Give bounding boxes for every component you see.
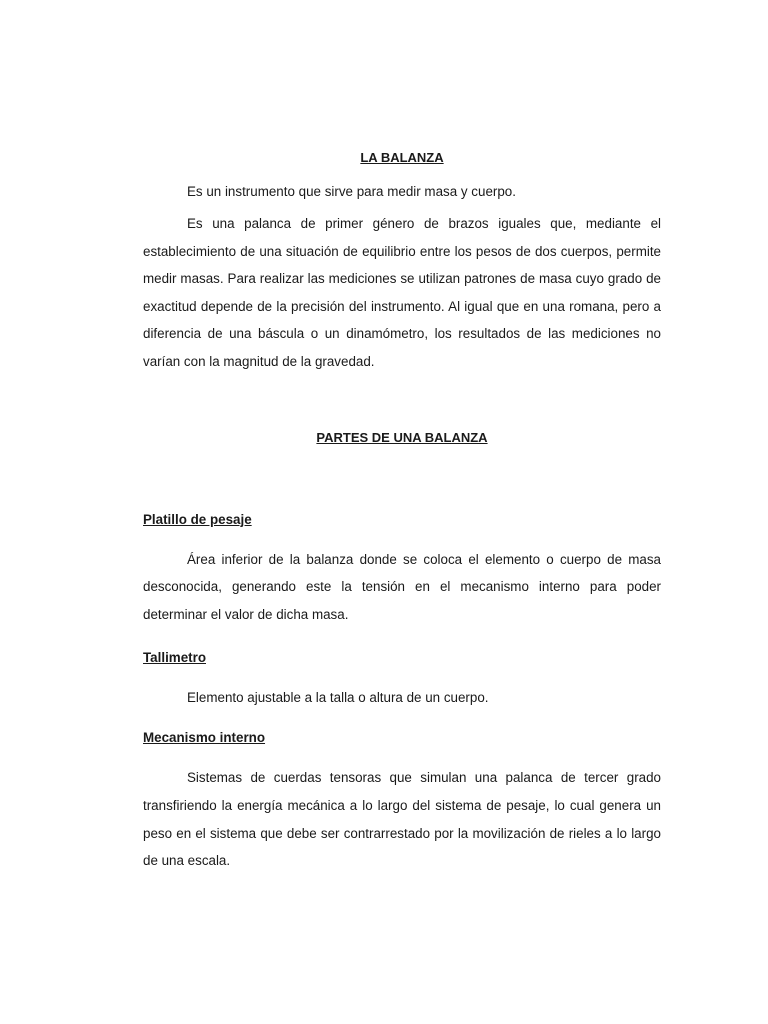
part-heading-tallimetro: Tallimetro <box>143 650 206 666</box>
part-text-platillo: Área inferior de la balanza donde se coloca el elemento o cuerpo de masa desconocida, generando este la tensión en el mecanismo interno para poder determinar el valor de dicha masa. <box>143 551 661 622</box>
part-text-mecanismo: Sistemas de cuerdas tensoras que simulan una palanca de tercer grado transfiriendo la energía mecánica a lo largo del sistema de pesaje, lo cual genera un peso en el sistema que debe ser contrarrestado por la movilización de rieles a lo largo de una escala. <box>143 770 661 869</box>
part-text-tallimetro: Elemento ajustable a la talla o altura de un cuerpo. <box>187 690 489 706</box>
part-heading-platillo: Platillo de pesaje <box>143 511 252 527</box>
description-paragraph: Es una palanca de primer género de brazos iguales que, mediante el establecimiento de una situación de equilibrio entre los pesos de dos cuerpos, permite medir masas. Para realizar las mediciones se utilizan patrones de masa cuyo grado de exactitud depende de la precisión del instrumento. Al igual que en una romana, pero a diferencia de una báscula o un dinamómetro, los resultados de las mediciones no varían con la magnitud de la gravedad. <box>143 216 661 369</box>
parts-heading: PARTES DE UNA BALANZA <box>316 429 488 445</box>
document-title: LA BALANZA <box>360 150 444 165</box>
document-content <box>143 148 661 875</box>
intro-paragraph: Es un instrumento que sirve para medir masa y cuerpo. <box>187 184 516 199</box>
part-heading-mecanismo: Mecanismo interno <box>143 730 266 746</box>
